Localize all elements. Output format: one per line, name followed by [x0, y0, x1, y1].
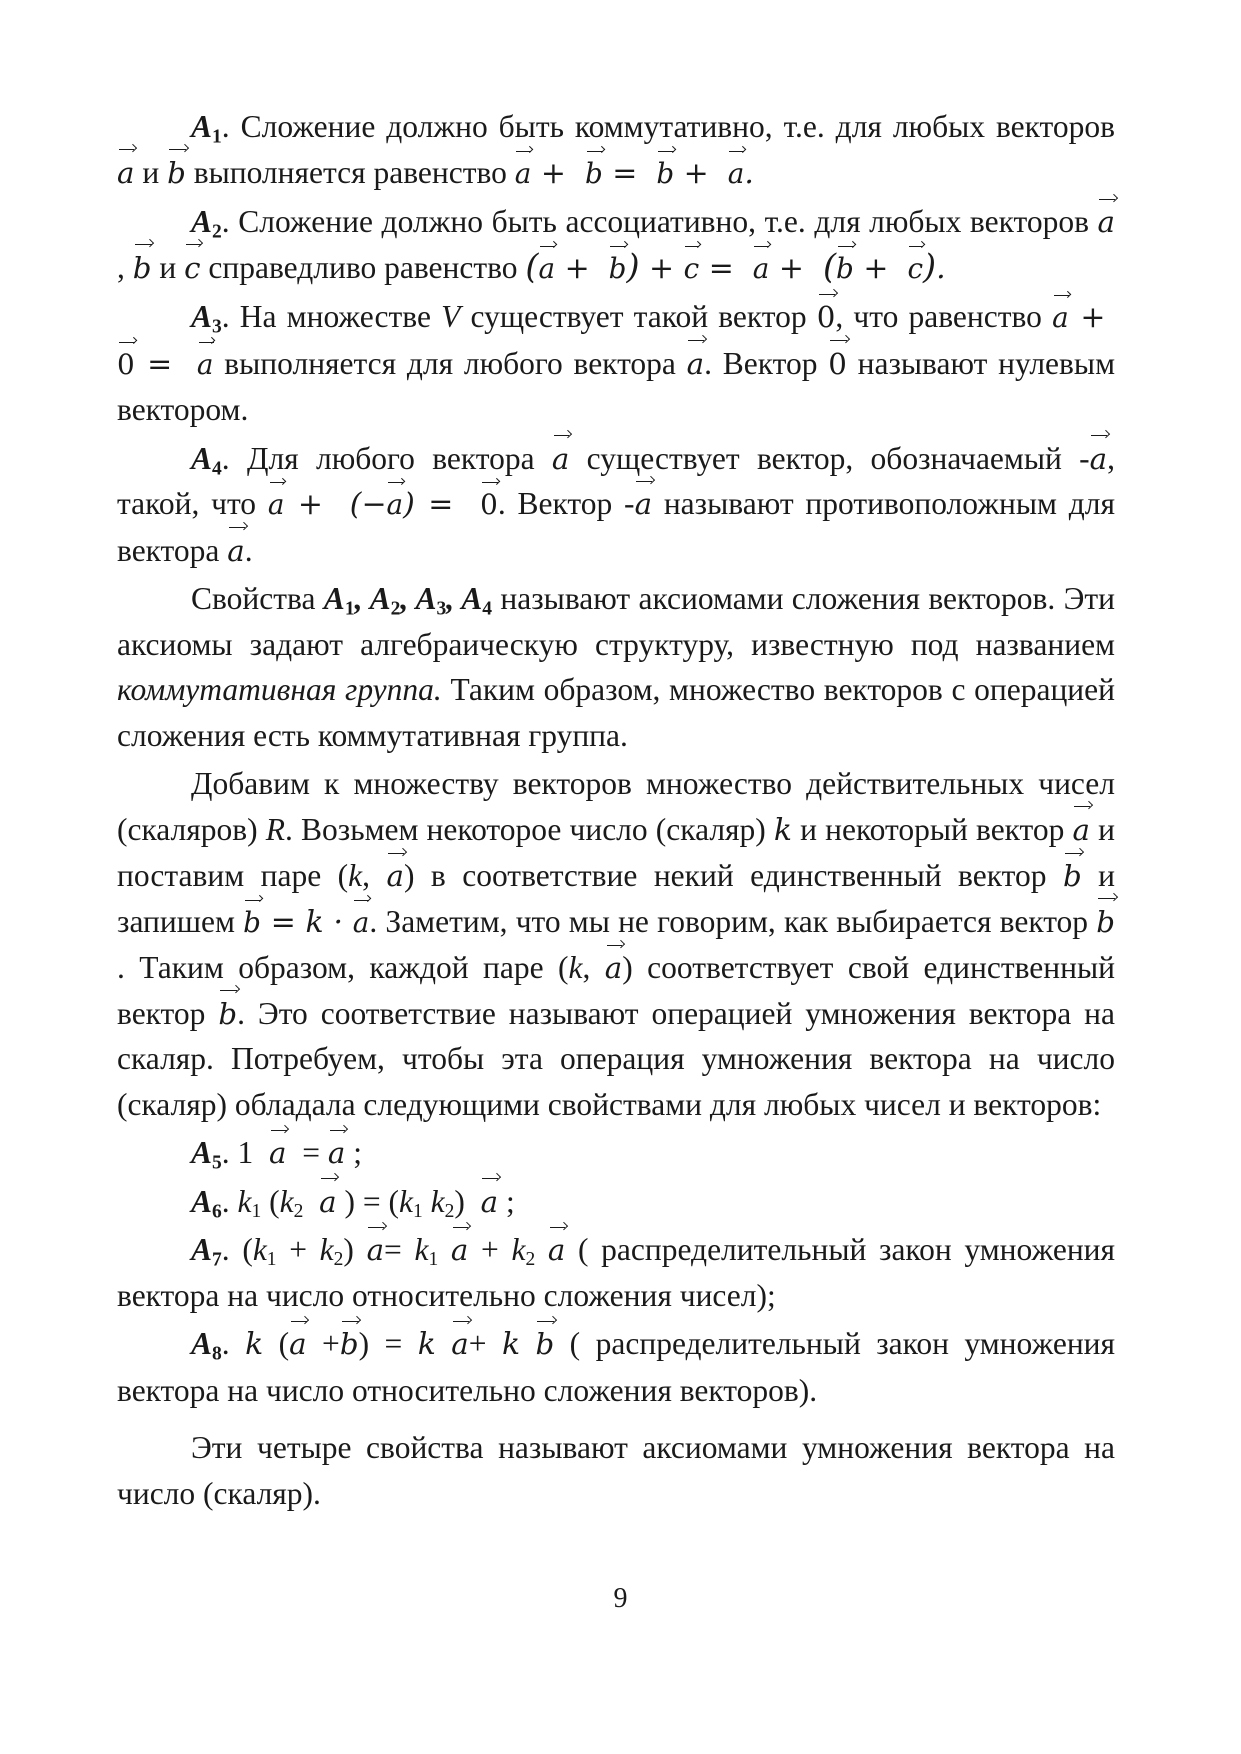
axiom-label-a6: $A_6$ — [191, 1183, 222, 1222]
axiom-label-a8: $A_8$ — [191, 1326, 222, 1365]
paragraph-axiom-a6: $A_6$. $k_1$ ($k_2$ a ) = ($k_1$ $k_2$) a ; — [191, 1183, 515, 1222]
page-number: 9 — [613, 1583, 628, 1614]
formula-associative: (a + b) + c = a + (b + c). — [525, 246, 946, 286]
paragraph-axiom-a7: $A_7$. $(k_1 + k_2)$ $a= k_1$ $a + k_2$ a ( распределительный закон умножения вектора на число относительно сложения чисел); — [117, 1232, 1116, 1313]
paragraph-axiom-a2: $A_2$. Сложение должно быть ассоциативно, т.е. для любых векторов a, b и c справедливо равенство (a + b) + c = a + (b + c). — [117, 204, 1115, 286]
paragraph-addition-axioms: Свойства $A_1$, $A_2$, $A_3$, $A_4$ называют аксиомами сложения векторов. Эти аксиомы задают алгебраическую структуру, известную под названием коммутативная группа. Таким образом, множество векторов с операцией сложения есть коммутативная группа. — [117, 581, 1116, 753]
axiom-label-a5: $A_5$ — [191, 1135, 222, 1174]
axiom-label-a2: $A_2$ — [191, 204, 222, 243]
axiom-label-a7: $A_7$ — [191, 1232, 222, 1271]
paragraph-axiom-a1: $A_1$. Сложение должно быть коммутативно, т.е. для любых векторов a и b выполняется равенство a + b = b + a. — [117, 109, 1115, 191]
formula-commutative: a + b = b + a. — [514, 155, 754, 191]
paragraph-conclusion: Эти четыре свойства называют аксиомами умножения вектора на число (скаляр). — [117, 1430, 1115, 1511]
axiom-label-a3: $A_3$ — [191, 299, 222, 338]
document-body — [117, 104, 1115, 1519]
formula-opposite: a + (−a) = 0 — [267, 487, 498, 522]
paragraph-axiom-a5: $A_5$. 1 a = a ; — [191, 1135, 362, 1174]
paragraph-axiom-a4: $A_4$. Для любого вектора a существует вектор, обозначаемый -a, такой, что a + (−a) = 0. Вектор -a называют противоположным для вектора a. — [117, 440, 1116, 568]
axiom-label-a4: $A_4$ — [191, 440, 222, 479]
paragraph-axiom-a3: $A_3$. На множестве V существует такой вектор 0, что равенство a + 0 = a выполняется для любого вектора a. Вектор 0 называют нулевым вектором. — [117, 299, 1116, 427]
paragraph-axiom-a8: $A_8$. k (a +b) = k a+ k b ( распределительный закон умножения вектора на число относительно сложения векторов). — [117, 1326, 1116, 1408]
formula-zero: a + 0 = a — [117, 300, 1115, 382]
paragraph-scalar-multiplication: Добавим к множеству векторов множество действительных чисел (скаляров) R. Возьмем некоторое число (скаляр) k и некоторый вектор a и поставим паре (k, a) в соответствие некий единственный вектор b и запишем b = k · a. Заметим, что мы не говорим, как выбирается вектор b. Таким образом, каждой паре (k, a) соответствует свой единственный вектор b. Это соответствие называют операцией умножения вектора на скаляр. Потребуем, чтобы эта операция умножения вектора на число (скаляр) обладала следующими свойствами для любых чисел и векторов: — [117, 766, 1116, 1122]
formula-scalar-product: b = k · a — [243, 904, 370, 940]
axiom-label-a1: $A_1$ — [191, 109, 222, 148]
